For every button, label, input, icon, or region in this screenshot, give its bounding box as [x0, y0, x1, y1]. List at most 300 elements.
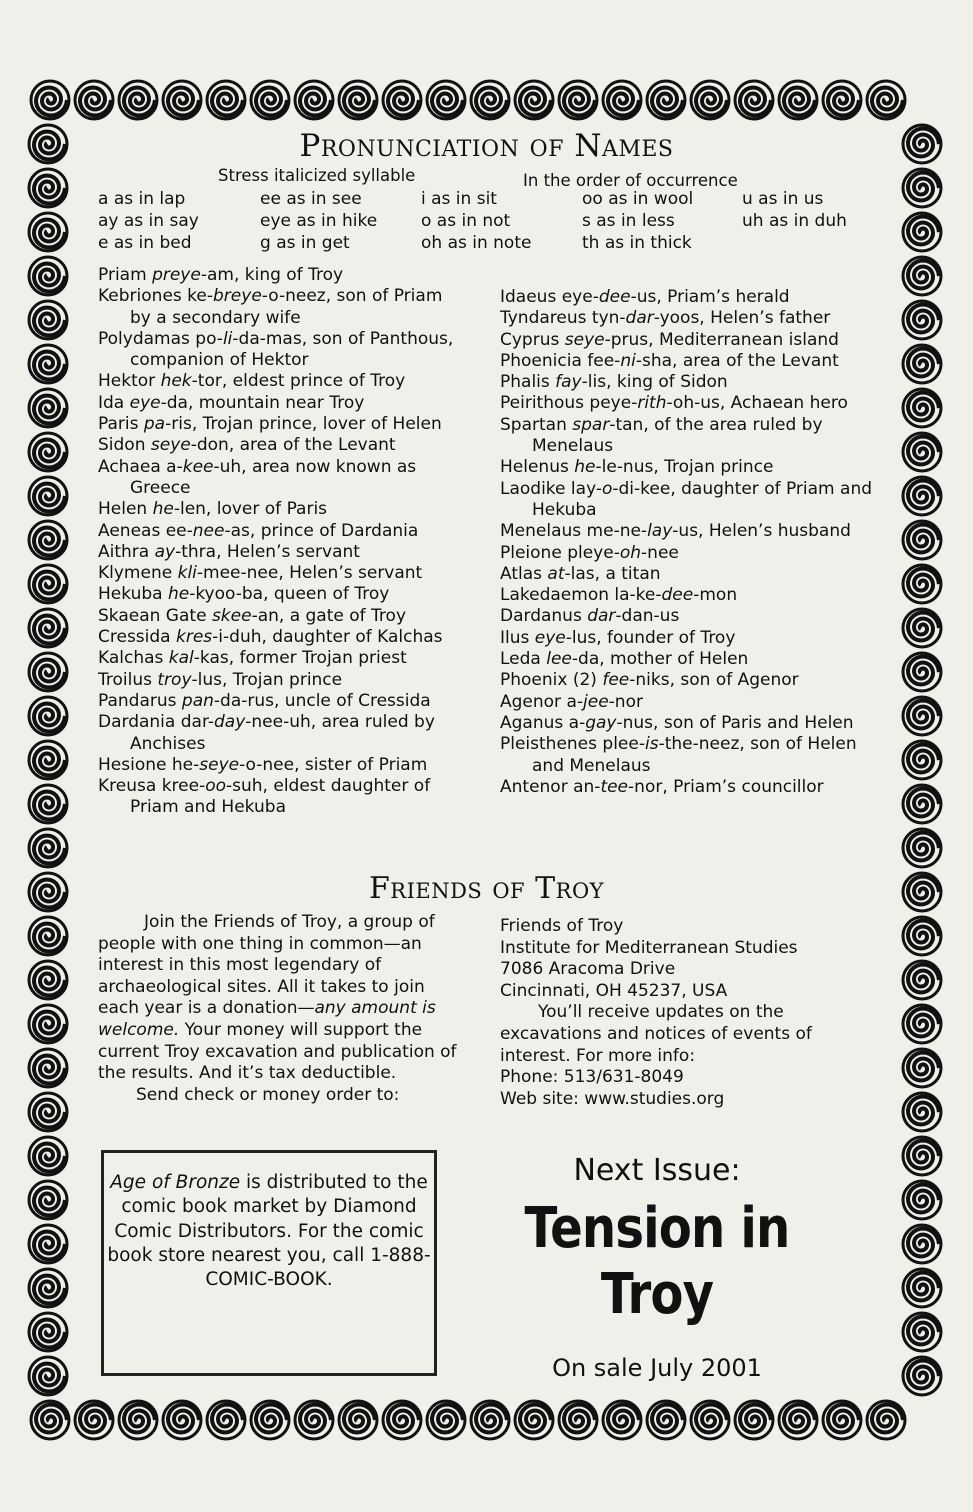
- friends-intro-text-end: Your money will support the current Troy excavation and publication of the results. And it’s tax deductible.: [98, 1019, 457, 1084]
- name-entry: [98, 627, 468, 648]
- spiral-ornament: [908, 173, 939, 201]
- spiral-ornament: [344, 88, 375, 116]
- entry-description: -us, Priam’s herald: [630, 287, 790, 307]
- entry-description: -da, mountain near Troy: [160, 392, 365, 413]
- entry-stressed-syllable: fee: [602, 670, 630, 691]
- key-sound: oh as in note: [421, 233, 532, 253]
- entry-description: -i-duh, daughter of Kalchas: [212, 627, 443, 648]
- entry-name: Troilus: [98, 669, 152, 690]
- entry-name: Tyndareus: [500, 308, 587, 329]
- entry-prefix: a-: [566, 691, 584, 712]
- entry-prefix: tyn-: [591, 308, 626, 329]
- entry-prefix: peye-: [589, 393, 638, 414]
- name-entry: [500, 521, 880, 542]
- entry-description: -o-neez, son of Priam by a secondary wife: [130, 286, 443, 328]
- spiral-ornament: [908, 1273, 939, 1301]
- entry-stressed-syllable: seye: [199, 754, 240, 775]
- entry-name: Pandarus: [98, 690, 177, 711]
- entry-stressed-syllable: kal: [168, 648, 194, 669]
- spiral-ornament: [908, 701, 939, 729]
- name-entry: [98, 648, 468, 669]
- spiral-ornament: [256, 88, 287, 116]
- entry-description: -don, area of the Levant: [190, 435, 396, 456]
- name-entry: [98, 521, 468, 542]
- name-entry: [500, 692, 880, 713]
- name-entry: [98, 265, 468, 286]
- spiral-ornament: [908, 1229, 939, 1257]
- key-sound: a as in lap: [98, 189, 186, 209]
- entry-stressed-syllable: dar: [625, 308, 654, 329]
- entry-name: Atlas: [500, 563, 542, 584]
- entry-stressed-syllable: at: [547, 563, 565, 584]
- entry-description: -lis, king of Sidon: [581, 372, 728, 393]
- spiral-ornament: [34, 352, 65, 380]
- entry-description: -sha, area of the Levant: [635, 350, 839, 371]
- spiral-ornament: [432, 88, 463, 116]
- name-entry: [98, 563, 468, 584]
- entry-name: Idaeus: [500, 287, 557, 307]
- entry-name: Pleisthenes: [500, 734, 598, 755]
- entry-name: Phoenicia: [500, 350, 582, 371]
- entry-description: -uh, area now known as Greece: [130, 456, 417, 498]
- spiral-ornament: [908, 921, 939, 949]
- entry-description: -o-nee, sister of Priam: [239, 754, 428, 775]
- spiral-ornament: [34, 1144, 65, 1172]
- entry-name: Aeneas: [98, 520, 161, 541]
- entry-prefix: he-: [171, 754, 200, 775]
- name-entry: [500, 330, 880, 351]
- entry-prefix: eye-: [561, 287, 599, 307]
- entry-name: Peirithous: [500, 393, 585, 414]
- entry-stressed-syllable: kee: [182, 456, 214, 477]
- entry-name: Aganus: [500, 712, 564, 733]
- website: Web site: www.studies.org: [500, 1088, 725, 1109]
- entry-stressed-syllable: dee: [598, 287, 631, 307]
- spiral-ornament: [388, 88, 419, 116]
- friends-address-block: [500, 916, 820, 1110]
- entry-name: Sidon: [98, 435, 146, 456]
- address-line: 7086 Aracoma Drive: [500, 959, 676, 980]
- next-issue-title-line: Tension in: [524, 1196, 790, 1261]
- entry-prefix: kree-: [161, 776, 206, 797]
- entry-stressed-syllable: hek: [160, 371, 192, 392]
- entry-stressed-syllable: breye: [213, 286, 262, 307]
- entry-prefix: lay-: [570, 478, 602, 499]
- key-sound: ay as in say: [98, 211, 199, 231]
- entry-description: -mee-nee, Helen’s servant: [196, 563, 423, 584]
- entry-prefix: plee-: [602, 734, 645, 755]
- on-sale-date: On sale July 2001: [552, 1354, 762, 1382]
- spiral-ornament: [652, 1405, 683, 1433]
- entry-name: Menelaus: [500, 521, 582, 542]
- name-entry: [500, 393, 880, 414]
- entry-description: -mon: [693, 585, 738, 606]
- name-entry: [500, 372, 880, 393]
- name-entry: [98, 414, 468, 435]
- name-entry: [500, 734, 880, 777]
- left-name-list: [98, 265, 468, 819]
- spiral-ornament: [168, 88, 199, 116]
- entry-description: -nee: [641, 542, 679, 563]
- entry-stressed-syllable: dar: [587, 606, 616, 627]
- key-sound: oo as in wool: [582, 189, 694, 209]
- spiral-ornament: [908, 305, 939, 333]
- key-sound: g as in get: [260, 233, 350, 253]
- entry-description: -nee-uh, area ruled by Anchises: [130, 712, 435, 754]
- entry-name: Dardania: [98, 712, 176, 733]
- entry-prefix: la-ke-: [614, 585, 662, 606]
- spiral-ornament: [652, 88, 683, 116]
- entry-stressed-syllable: tee: [600, 776, 629, 797]
- entry-description: -as, prince of Dardania: [224, 520, 419, 541]
- entry-stressed-syllable: pan: [181, 690, 214, 711]
- phone-number: Phone: 513/631-8049: [500, 1067, 684, 1088]
- entry-name: Skaean Gate: [98, 605, 207, 626]
- name-entry: [98, 670, 468, 691]
- entry-description: -tor, eldest prince of Troy: [191, 371, 406, 392]
- spiral-ornament: [34, 484, 65, 512]
- entry-prefix: dar-: [180, 712, 214, 733]
- spiral-ornament: [124, 88, 155, 116]
- spiral-ornament: [908, 393, 939, 421]
- spiral-ornament: [740, 1405, 771, 1433]
- name-entry: [500, 415, 880, 458]
- spiral-ornament: [300, 1405, 331, 1433]
- entry-stressed-syllable: seye: [150, 435, 191, 456]
- spiral-ornament: [34, 1056, 65, 1084]
- spiral-ornament: [212, 1405, 243, 1433]
- spiral-ornament: [34, 396, 65, 424]
- entry-prefix: ee-: [165, 520, 193, 541]
- entry-description: -prus, Mediterranean island: [604, 329, 839, 350]
- spiral-ornament: [608, 1405, 639, 1433]
- entry-stressed-syllable: rith: [637, 393, 667, 414]
- entry-name: Ida: [98, 392, 125, 413]
- spiral-ornament: [908, 833, 939, 861]
- spiral-ornament: [432, 1405, 463, 1433]
- name-entry: [98, 329, 468, 372]
- name-entry: [500, 479, 880, 522]
- friends-intro: [98, 912, 468, 1106]
- entry-name: Kreusa: [98, 776, 157, 797]
- name-entry: [98, 393, 468, 414]
- spiral-ornament: [908, 1141, 939, 1169]
- key-sound: eye as in hike: [260, 211, 378, 231]
- spiral-ornament: [34, 836, 65, 864]
- order-note: In the order of occurrence: [523, 171, 738, 190]
- key-sound: u as in us: [742, 189, 824, 209]
- spiral-ornament: [696, 88, 727, 116]
- spiral-ornament: [36, 1405, 67, 1433]
- address-line: Cincinnati, OH 45237, USA: [500, 980, 728, 1001]
- name-entry: [500, 670, 880, 691]
- name-entry: [98, 457, 468, 500]
- name-entry: [98, 286, 468, 329]
- name-entry: [500, 543, 880, 564]
- spiral-ornament: [908, 349, 939, 377]
- entry-stressed-syllable: oh: [619, 542, 642, 563]
- spiral-ornament: [908, 1009, 939, 1037]
- name-entry: [98, 435, 468, 456]
- entry-name: Kalchas: [98, 648, 164, 669]
- spiral-ornament: [388, 1405, 419, 1433]
- name-entry: [500, 713, 880, 734]
- entry-prefix: pleye-: [567, 542, 620, 563]
- next-issue-label: Next Issue:: [573, 1153, 741, 1188]
- spiral-ornament: [520, 1405, 551, 1433]
- spiral-ornament: [124, 1405, 155, 1433]
- entry-stressed-syllable: seye: [564, 329, 605, 350]
- updates-text: You’ll receive updates on the excavations and notices of events of interest. For more info:: [500, 1002, 812, 1066]
- key-sound: o as in not: [421, 211, 511, 231]
- entry-stressed-syllable: jee: [583, 691, 609, 712]
- spiral-ornament: [908, 1097, 939, 1125]
- entry-description: -am, king of Troy: [200, 265, 344, 285]
- entry-description: -tan, of the area ruled by Menelaus: [532, 414, 823, 457]
- spiral-ornament: [300, 88, 331, 116]
- entry-name: Pleione: [500, 542, 562, 563]
- entry-stressed-syllable: ni: [620, 350, 636, 371]
- spiral-ornament: [520, 88, 551, 116]
- spiral-ornament: [908, 745, 939, 773]
- spiral-ornament: [34, 792, 65, 820]
- spiral-ornament: [908, 1317, 939, 1345]
- spiral-ornament: [784, 1405, 815, 1433]
- entry-name: Helen: [98, 499, 148, 520]
- spiral-ornament: [828, 1405, 859, 1433]
- name-entry: [98, 755, 468, 776]
- spiral-ornament: [872, 88, 903, 116]
- entry-stressed-syllable: dee: [661, 585, 694, 606]
- spiral-ornament: [80, 1405, 111, 1433]
- next-issue-title: [515, 1196, 799, 1328]
- spiral-ornament: [34, 220, 65, 248]
- name-entry: [500, 585, 880, 606]
- spiral-ornament: [872, 1405, 903, 1433]
- name-entry: [500, 606, 880, 627]
- entry-name: Phalis: [500, 372, 550, 393]
- entry-stressed-syllable: pa: [143, 414, 166, 435]
- entry-description: -us, Helen’s husband: [672, 521, 851, 542]
- distribution-box: [101, 1150, 437, 1376]
- spiral-ornament: [256, 1405, 287, 1433]
- spiral-ornament: [34, 1320, 65, 1348]
- entry-prefix: ke-: [187, 286, 214, 307]
- entry-description: -yoos, Helen’s father: [653, 308, 831, 329]
- spiral-ornament: [908, 613, 939, 641]
- entry-description: -kyoo-ba, queen of Troy: [189, 584, 390, 605]
- entry-name: Lakedaemon: [500, 585, 609, 606]
- spiral-ornament: [34, 1364, 65, 1392]
- name-entry: [98, 691, 468, 712]
- spiral-ornament: [34, 704, 65, 732]
- spiral-ornament: [908, 1053, 939, 1081]
- key-sound: th as in thick: [582, 233, 692, 253]
- entry-name: Klymene: [98, 563, 173, 584]
- entry-description: -thra, Helen’s servant: [175, 541, 360, 562]
- name-entry: [98, 606, 468, 627]
- entry-name: Hektor: [98, 371, 156, 392]
- entry-name: Aithra: [98, 541, 150, 562]
- entry-name: Agenor: [500, 691, 562, 712]
- key-sound: s as in less: [582, 211, 675, 231]
- entry-stressed-syllable: ay: [154, 541, 176, 562]
- entry-name: Kebriones: [98, 286, 182, 307]
- spiral-ornament: [34, 1232, 65, 1260]
- entry-stressed-syllable: he: [167, 584, 190, 605]
- entry-description: -da, mother of Helen: [571, 649, 749, 670]
- entry-prefix: po-: [195, 328, 223, 349]
- entry-description: -nus, son of Paris and Helen: [616, 712, 854, 733]
- entry-description: -kas, former Trojan priest: [193, 648, 407, 669]
- entry-description: -da-mas, son of Panthous, companion of Hektor: [130, 328, 454, 371]
- key-sound: e as in bed: [98, 233, 192, 253]
- spiral-ornament: [908, 789, 939, 817]
- entry-name: Achaea: [98, 456, 161, 477]
- entry-name: Hesione: [98, 754, 167, 775]
- spiral-ornament: [34, 660, 65, 688]
- entry-stressed-syllable: eye: [129, 392, 161, 413]
- spiral-ornament: [80, 88, 111, 116]
- spiral-ornament: [564, 1405, 595, 1433]
- spiral-ornament: [740, 88, 771, 116]
- name-entry: [98, 499, 468, 520]
- entry-description: -dan-us: [615, 606, 680, 627]
- entry-name: Hekuba: [98, 584, 163, 605]
- stress-note: Stress italicized syllable: [218, 166, 416, 185]
- spiral-ornament: [344, 1405, 375, 1433]
- entry-stressed-syllable: spar: [572, 414, 610, 435]
- spiral-ornament: [908, 261, 939, 289]
- friends-intro-text: Join the Friends of Troy, a group of people with one thing in common—an interest in this most legendary of archaeological sites. All it takes to join each year is a donation—: [98, 912, 435, 1019]
- entry-name: Polydamas: [98, 328, 190, 349]
- next-issue-title-line: Troy: [600, 1262, 714, 1327]
- key-sound: ee as in see: [260, 189, 362, 209]
- key-sound: i as in sit: [421, 189, 497, 209]
- entry-stressed-syllable: li: [222, 328, 233, 349]
- entry-description: -da-rus, uncle of Cressida: [213, 690, 431, 711]
- spiral-ornament: [908, 569, 939, 597]
- entry-name: Cyprus: [500, 329, 560, 350]
- spiral-ornament: [784, 88, 815, 116]
- spiral-ornament: [212, 88, 243, 116]
- name-entry: [500, 628, 880, 649]
- entry-stressed-syllable: o: [601, 478, 613, 499]
- spiral-ornament: [34, 1276, 65, 1304]
- entry-name: Leda: [500, 649, 541, 670]
- spiral-ornament: [34, 968, 65, 996]
- entry-name: Antenor: [500, 776, 568, 797]
- entry-prefix: an-: [573, 776, 601, 797]
- spiral-ornament: [908, 1361, 939, 1389]
- spiral-ornament: [168, 1405, 199, 1433]
- spiral-ornament: [34, 440, 65, 468]
- entry-description: -suh, eldest daughter of Priam and Hekuba: [130, 776, 431, 818]
- spiral-ornament: [828, 88, 859, 116]
- name-entry: [500, 777, 880, 798]
- name-entry: [98, 371, 468, 392]
- entry-stressed-syllable: he: [152, 499, 174, 520]
- name-entry: [500, 351, 880, 372]
- distribution-text: is distributed to the comic book market by Diamond Comic Distributors. For the comic book store nearest you, call 1-888-COMIC-BOOK.: [107, 1172, 431, 1291]
- entry-stressed-syllable: lee: [546, 649, 572, 670]
- entry-prefix: a-: [166, 456, 183, 477]
- name-entry: [500, 457, 880, 478]
- entry-name: Cressida: [98, 627, 171, 648]
- key-sound: uh as in duh: [742, 211, 847, 231]
- entry-stressed-syllable: he: [574, 457, 596, 478]
- entry-description: -the-neez, son of Helen and Menelaus: [532, 734, 857, 776]
- entry-stressed-syllable: is: [645, 734, 659, 755]
- spiral-ornament: [36, 88, 67, 116]
- name-entry: [98, 712, 468, 755]
- name-entry: [98, 542, 468, 563]
- entry-name: Spartan: [500, 414, 567, 435]
- spiral-ornament: [908, 525, 939, 553]
- friends-heading: Friends of Troy: [368, 871, 605, 906]
- entry-name: Ilus: [500, 627, 530, 648]
- entry-description: -an, a gate of Troy: [251, 605, 407, 626]
- entry-description: -nor, Priam’s councillor: [628, 776, 824, 797]
- spiral-ornament: [34, 924, 65, 952]
- entry-stressed-syllable: preye: [152, 265, 201, 285]
- entry-name: Dardanus: [500, 606, 582, 627]
- entry-stressed-syllable: kli: [177, 563, 197, 584]
- entry-description: -las, a titan: [564, 563, 661, 584]
- spiral-ornament: [908, 657, 939, 685]
- spiral-ornament: [476, 88, 507, 116]
- spiral-ornament: [908, 217, 939, 245]
- entry-stressed-syllable: gay: [585, 712, 617, 733]
- spiral-ornament: [908, 481, 939, 509]
- entry-stressed-syllable: skee: [211, 605, 252, 626]
- spiral-ornament: [34, 1012, 65, 1040]
- entry-stressed-syllable: day: [213, 712, 246, 733]
- spiral-ornament: [34, 1188, 65, 1216]
- entry-description: -lus, Trojan prince: [191, 669, 343, 690]
- entry-name: Helenus: [500, 457, 569, 478]
- name-entry: [500, 649, 880, 670]
- entry-name: Phoenix (2): [500, 670, 597, 691]
- spiral-ornament: [564, 88, 595, 116]
- address-line: Friends of Troy: [500, 916, 624, 936]
- entry-stressed-syllable: fay: [555, 372, 582, 393]
- spiral-ornament: [34, 264, 65, 292]
- spiral-ornament: [476, 1405, 507, 1433]
- entry-stressed-syllable: eye: [534, 627, 566, 648]
- entry-stressed-syllable: lay: [647, 521, 673, 542]
- entry-stressed-syllable: kres: [176, 627, 213, 648]
- distribution-title: Age of Bronze: [110, 1172, 241, 1193]
- entry-description: -nor: [608, 691, 643, 712]
- entry-name: Priam: [98, 265, 147, 285]
- entry-stressed-syllable: nee: [192, 520, 225, 541]
- entry-prefix: fee-: [587, 350, 621, 371]
- spiral-ornament: [34, 528, 65, 556]
- spiral-ornament: [34, 308, 65, 336]
- friends-intro-emphasis: any amount is welcome.: [98, 998, 436, 1040]
- entry-name: Laodike: [500, 478, 566, 499]
- entry-stressed-syllable: troy: [157, 669, 192, 690]
- name-entry: [98, 584, 468, 605]
- entry-prefix: me-ne-: [586, 521, 648, 542]
- spiral-ornament: [34, 572, 65, 600]
- entry-prefix: a-: [568, 712, 586, 733]
- entry-description: -oh-us, Achaean hero: [666, 393, 848, 414]
- name-entry: [98, 776, 468, 819]
- name-entry: [500, 564, 880, 585]
- entry-description: -niks, son of Agenor: [629, 670, 799, 691]
